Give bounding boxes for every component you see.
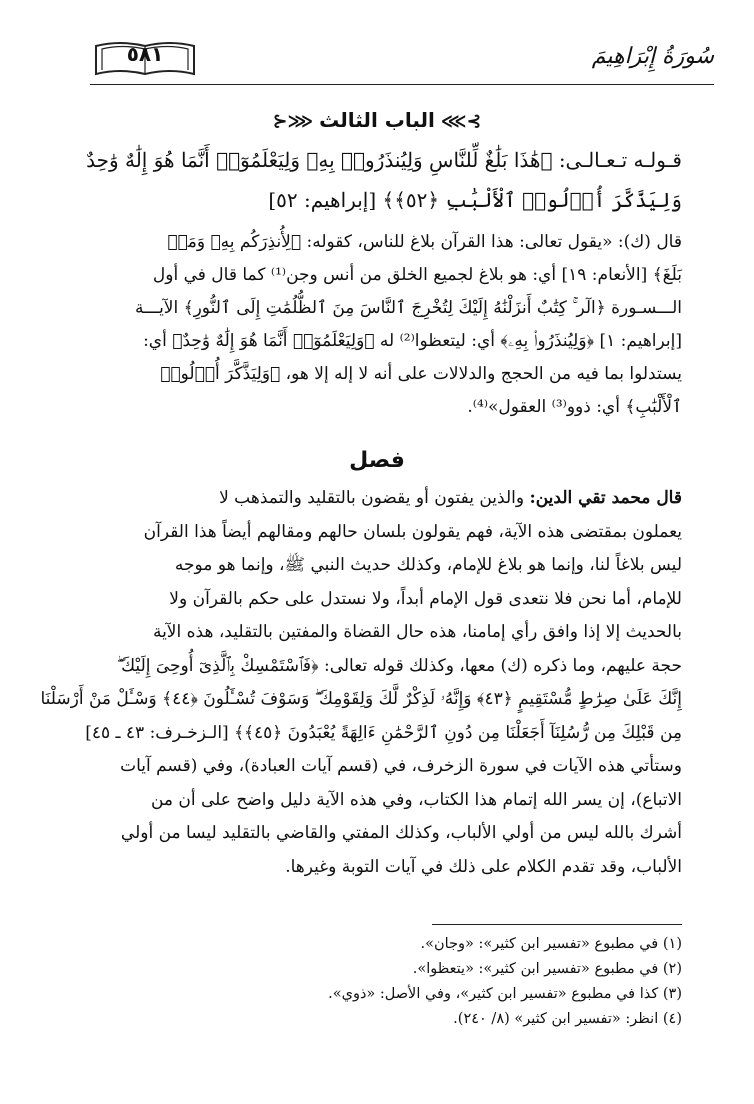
footnotes <box>80 932 682 1032</box>
footnote-text: كذا في مطبوع «تفسير ابن كثير»، وفي الأصل: «ذوي». <box>328 986 659 1002</box>
section-heading: فصل <box>349 448 405 473</box>
header-rule <box>90 84 714 85</box>
section-line: الاتباع)، إن يسر الله إتمام هذا الكتاب، وفي هذه الآية دليل واضح على أن من <box>150 789 682 810</box>
section-line-text: والذين يفتون أو يقضون بالتقليد والتمذهب لا <box>219 488 530 508</box>
tafsir-line: يستدلوا بما فيه من الحجج والدلالات على أنه لا إله إلا هو، ﴿وَلِيَذَّكَّرَ أُو۟لُوا۟ <box>160 364 682 384</box>
footnote <box>80 957 682 982</box>
footnote-text: في مطبوع «تفسير ابن كثير»: «وجان». <box>420 936 659 952</box>
ornament-left-icon: ⋘⊰ <box>272 111 314 132</box>
section-line: بالحديث إلا إذا وافق رأي إمامنا، هذه حال القضاة والمفتين بالتقليد، هذه الآية <box>152 622 682 642</box>
verse-line: وَلِيَذَّكَّرَ أُو۟لُوا۟ ٱلْأَلْبَٰبِ ﴿٥٢﴾﴾ [إبراهيم: ٥٢] <box>268 188 682 212</box>
footnote-rule <box>432 924 682 925</box>
tafsir-line: الـــسـورة ﴿الٓر ۚ كِتَٰبٌ أَنزَلْنَٰهُ إِلَيْكَ لِتُخْرِجَ ٱلنَّاسَ مِنَ ٱلظُّلُمَٰتِ إِلَى ٱلنُّورِ﴾ الآيـــة <box>135 298 682 318</box>
speaker-label: قال محمد تقي الدين: <box>529 488 682 508</box>
section-line: إِنَّكَ عَلَىٰ صِرَٰطٍ مُّسْتَقِيمٍ ﴿٤٣﴾ وَإِنَّهُۥ لَذِكْرٌ لَّكَ وَلِقَوْمِكَ ۖ وَسَوْفَ تُسْـَٔلُونَ ﴿٤٤﴾ وَسْـَٔلْ مَنْ أَرْسَلْنَا <box>40 689 682 709</box>
footnote-text: انظر: «تفسير ابن كثير» (٨/ ٢٤٠). <box>453 1011 659 1027</box>
section-line: مِن قَبْلِكَ مِن رُّسُلِنَآ أَجَعَلْنَا مِن دُونِ ٱلرَّحْمَٰنِ ءَالِهَةً يُعْبَدُونَ ﴿٤٥﴾﴾ [الـزخـرف: ٤٣ ـ ٤٥] <box>85 722 682 743</box>
section-line: ليس بلاغاً لنا، وإنما هو بلاغ للإمام، وكذلك حديث النبي ﷺ، وإنما هو موجه <box>174 555 682 575</box>
verse-intro <box>80 140 682 220</box>
verse-line: قـولـه تـعـالـى: ﴿هَٰذَا بَلَٰغٌ لِّلنَّاسِ وَلِيُنذَرُوا۟ بِهِۦ وَلِيَعْلَمُوٓا۟ أَنَّمَا هُوَ إِلَٰهٌ وَٰحِدٌ <box>86 148 682 172</box>
section-line: حجة عليهم، وما ذكره (ك) معها، وكذلك قوله تعالى: ﴿فَٱسْتَمْسِكْ بِٱلَّذِىٓ أُوحِىَ إِلَيْكَ ۖ <box>116 655 682 676</box>
chapter-title: الباب الثالث <box>319 108 435 132</box>
footnote <box>80 982 682 1007</box>
section-line: وستأتي هذه الآيات في سورة الزخرف، في (قسم آيات العبادة)، وفي (قسم آيات <box>120 756 682 776</box>
footnote-number: (٢) <box>662 961 682 977</box>
footnote <box>80 1007 682 1032</box>
chapter-heading <box>0 108 754 132</box>
tafsir-line: [إبراهيم: ١] ﴿وَلِيُنذَرُوا۟ بِهِۦ﴾ أي: ليتعظوا⁽²⁾ له ﴿وَلِيَعْلَمُوٓا۟ أَنَّمَا هُوَ إِلَٰهٌ وَٰحِدٌ﴾ أي: <box>143 331 682 351</box>
section-line: أشرك بالله ليس من أولي الألباب، وكذلك المفتي والقاضي بالتقليد ليسا من أولي <box>120 823 682 843</box>
section-line: للإمام، أما نحن فلا نتعدى قول الإمام أبداً، ولا نستدل على حكم بالقرآن ولا <box>169 588 682 609</box>
surah-title: سُورَةُ إِبْرَاهِيمَ <box>591 44 714 69</box>
tafsir-line: ٱلْأَلْبَٰبِ﴾ أي: ذوو⁽³⁾ العقول»⁽⁴⁾. <box>467 397 682 417</box>
ornament-right-icon: ⊱⋙ <box>440 111 482 132</box>
footnote-number: (٣) <box>662 986 682 1002</box>
footnote-number: (١) <box>662 936 682 952</box>
tafsir-paragraph <box>80 226 682 424</box>
section-line: يعملون بمقتضى هذه الآية، فهم يقولون بلسان حالهم ومقالهم أيضاً هذا القرآن <box>143 521 682 542</box>
section-line: الألباب، وقد تقدم الكلام على ذلك في آيات التوبة وغيرها. <box>285 856 682 877</box>
section-line <box>80 482 682 516</box>
tafsir-line: قال (ك): «يقول تعالى: هذا القرآن بلاغ للناس، كقوله: ﴿لِأُنذِرَكُم بِهِۦ وَمَنۢ <box>167 232 682 252</box>
footnote <box>80 932 682 957</box>
footnote-number: (٤) <box>662 1011 682 1027</box>
footnote-text: في مطبوع «تفسير ابن كثير»: «يتعظوا». <box>412 961 659 977</box>
page-header <box>90 36 714 86</box>
tafsir-line: بَلَغَ﴾ [الأنعام: ١٩] أي: هو بلاغ لجميع الخلق من أنس وجن⁽¹⁾ كما قال في أول <box>152 265 682 285</box>
section-body <box>40 482 682 884</box>
page-number-badge <box>90 36 200 80</box>
page-number: ٥٨١ <box>126 42 164 66</box>
